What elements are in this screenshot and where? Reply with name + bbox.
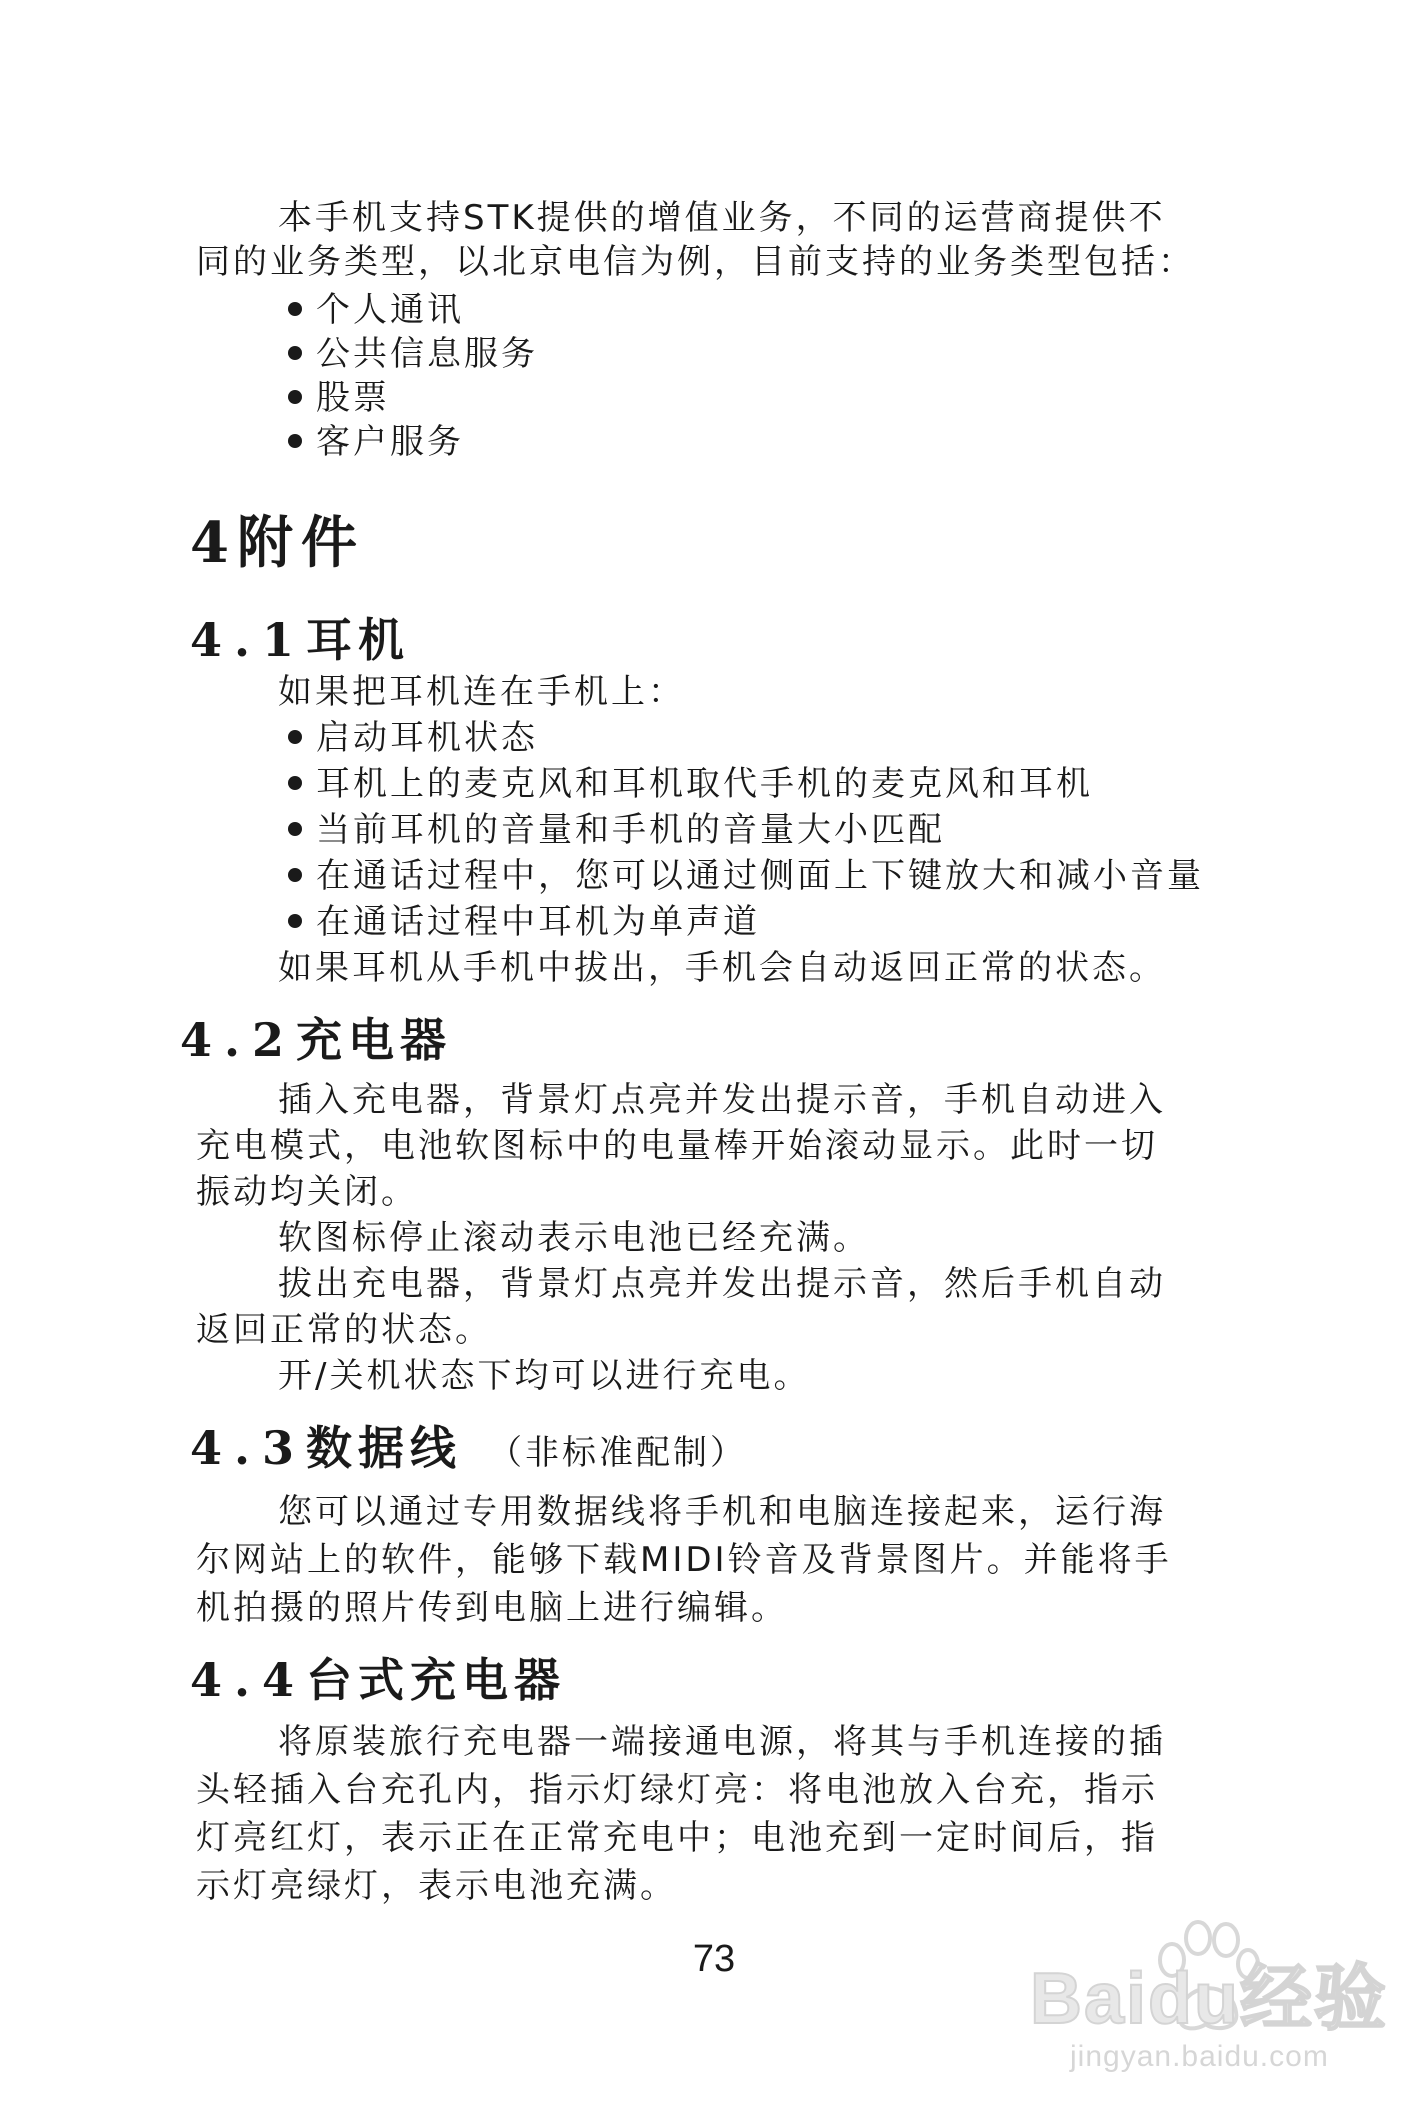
s42-p1-line-2: 充电模式，电池软图标中的电量棒开始滚动显示。此时一切 bbox=[196, 1126, 1158, 1166]
s41-bullet-3: 当前耳机的音量和手机的音量大小匹配 bbox=[288, 808, 945, 852]
bullet-dot-icon bbox=[288, 390, 302, 404]
bullet-dot-icon bbox=[288, 868, 302, 882]
s42-p3-line-1: 拔出充电器，背景灯点亮并发出提示音，然后手机自动 bbox=[278, 1264, 1166, 1304]
s41-bullet-1: 启动耳机状态 bbox=[288, 716, 538, 760]
watermark-url: jingyan.baidu.com bbox=[1070, 2040, 1329, 2073]
intro-bullet-3: 股票 bbox=[288, 376, 390, 420]
section-4-4-heading: 4.4台式充电器 bbox=[190, 1653, 567, 1707]
intro-line-1: 本手机支持STK提供的增值业务，不同的运营商提供不 bbox=[278, 198, 1166, 238]
s43-p1-line-3: 机拍摄的照片传到电脑上进行编辑。 bbox=[196, 1588, 788, 1628]
s41-bullet-5: 在通话过程中耳机为单声道 bbox=[288, 900, 760, 944]
section-4-1-heading: 4.1耳机 bbox=[190, 613, 411, 667]
intro-bullet-1: 个人通讯 bbox=[288, 288, 464, 332]
s41-bullet-4: 在通话过程中，您可以通过侧面上下键放大和减小音量 bbox=[288, 854, 1204, 898]
s44-p1-line-3: 灯亮红灯，表示正在正常充电中；电池充到一定时间后，指 bbox=[196, 1818, 1158, 1858]
s43-p1-line-1: 您可以通过专用数据线将手机和电脑连接起来，运行海 bbox=[278, 1492, 1166, 1532]
chapter-title: 4附件 bbox=[190, 510, 365, 576]
intro-line-2: 同的业务类型，以北京电信为例，目前支持的业务类型包括： bbox=[196, 242, 1195, 282]
page-number: 73 bbox=[692, 1938, 736, 1980]
s41-closing: 如果耳机从手机中拔出，手机会自动返回正常的状态。 bbox=[278, 948, 1166, 988]
section-4-2-heading: 4.2充电器 bbox=[180, 1013, 453, 1067]
bullet-dot-icon bbox=[288, 914, 302, 928]
section-4-3-heading: 4.3数据线 （非标准配制） bbox=[190, 1421, 748, 1475]
s44-p1-line-1: 将原装旅行充电器一端接通电源，将其与手机连接的插 bbox=[278, 1722, 1166, 1762]
s42-p3-line-2: 返回正常的状态。 bbox=[196, 1310, 492, 1350]
bullet-dot-icon bbox=[288, 346, 302, 360]
bullet-dot-icon bbox=[288, 434, 302, 448]
baidu-watermark bbox=[1030, 1920, 1410, 2090]
bullet-dot-icon bbox=[288, 302, 302, 316]
s42-p4: 开/关机状态下均可以进行充电。 bbox=[278, 1356, 811, 1396]
s44-p1-line-4: 示灯亮绿灯，表示电池充满。 bbox=[196, 1866, 677, 1906]
intro-bullet-4: 客户服务 bbox=[288, 420, 464, 464]
s42-p2: 软图标停止滚动表示电池已经充满。 bbox=[278, 1218, 870, 1258]
watermark-logo: Baidu经验 bbox=[1030, 1959, 1389, 2039]
bullet-dot-icon bbox=[288, 776, 302, 790]
bullet-dot-icon bbox=[288, 730, 302, 744]
s42-p1-line-1: 插入充电器，背景灯点亮并发出提示音，手机自动进入 bbox=[278, 1080, 1166, 1120]
s41-lead: 如果把耳机连在手机上： bbox=[278, 672, 685, 712]
s44-p1-line-2: 头轻插入台充孔内，指示灯绿灯亮：将电池放入台充，指示 bbox=[196, 1770, 1158, 1810]
intro-bullet-2: 公共信息服务 bbox=[288, 332, 538, 376]
s42-p1-line-3: 振动均关闭。 bbox=[196, 1172, 418, 1212]
s43-p1-line-2: 尔网站上的软件，能够下载MIDI铃音及背景图片。并能将手 bbox=[196, 1540, 1172, 1580]
s41-bullet-2: 耳机上的麦克风和耳机取代手机的麦克风和耳机 bbox=[288, 762, 1093, 806]
bullet-dot-icon bbox=[288, 822, 302, 836]
